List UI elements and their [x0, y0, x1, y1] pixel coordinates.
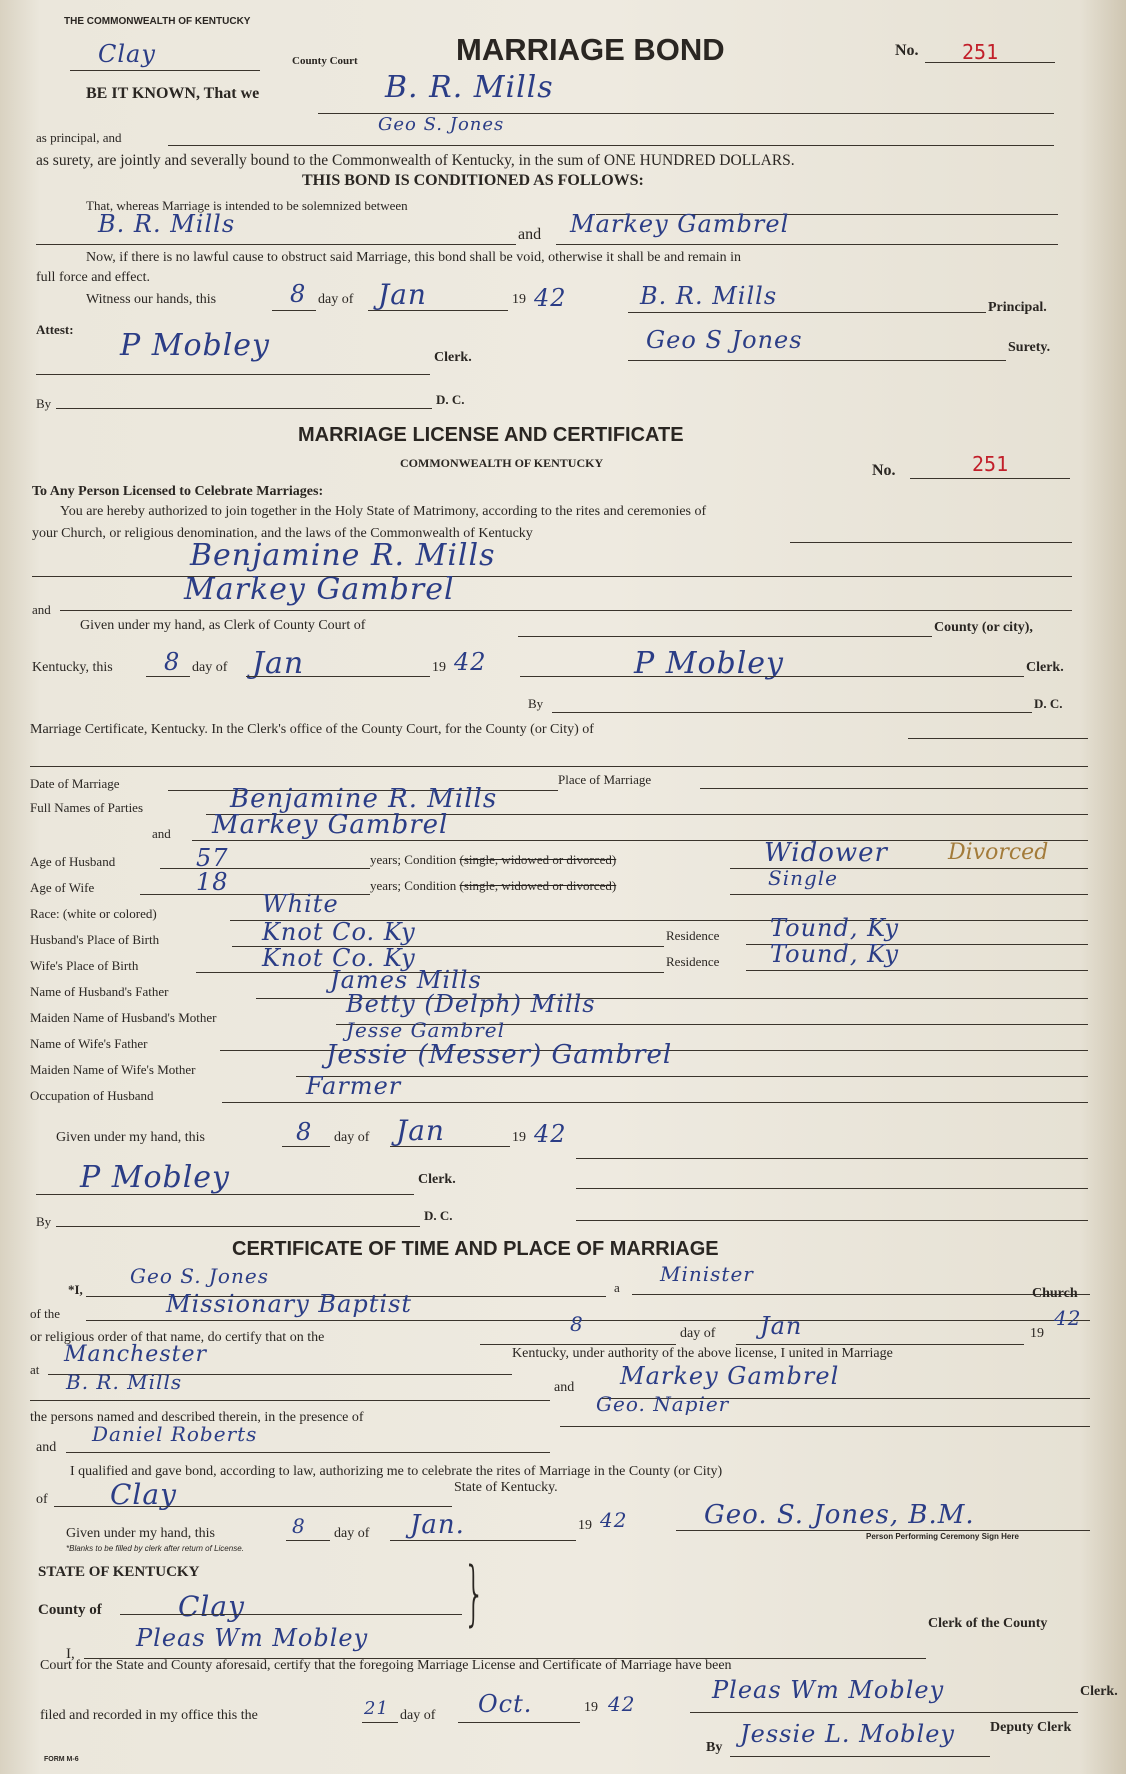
- time-place-state-label: State of Kentucky.: [454, 1480, 558, 1495]
- license-day-of: day of: [192, 660, 228, 675]
- wife-mother-label: Maiden Name of Wife's Mother: [30, 1062, 196, 1077]
- blanks-note: *Blanks to be filled by clerk after return of License.: [66, 1544, 244, 1553]
- time-place-given-day: 8: [292, 1514, 306, 1538]
- principal-name: B. R. Mills: [385, 70, 554, 105]
- certificate-month: Jan: [396, 1114, 445, 1147]
- surety-label: Surety.: [1008, 340, 1051, 355]
- recording-day: 21: [364, 1698, 389, 1719]
- time-place-year-prefix: 19: [1030, 1326, 1044, 1341]
- wife-birth-label: Wife's Place of Birth: [30, 958, 139, 973]
- license-bride: Markey Gambrel: [184, 572, 455, 607]
- race: White: [262, 890, 339, 918]
- husband-years-condition-label: years; Condition: [370, 852, 457, 867]
- to-any-person: To Any Person Licensed to Celebrate Marriages:: [32, 484, 324, 499]
- as-principal: as principal, and: [36, 130, 122, 145]
- license-clerk-signature: P Mobley: [634, 646, 785, 681]
- bond-groom: B. R. Mills: [98, 210, 236, 238]
- witness-2: Daniel Roberts: [92, 1422, 258, 1446]
- bond-bride: Markey Gambrel: [570, 210, 790, 238]
- certificate-intro: Marriage Certificate, Kentucky. In the Clerk's office of the County Court, for the County (or City) of: [30, 722, 594, 737]
- recording-month: Oct.: [478, 1690, 533, 1718]
- bond-month: Jan: [378, 278, 427, 311]
- wife-father-label: Name of Wife's Father: [30, 1036, 148, 1051]
- officiant-caption: Person Performing Ceremony Sign Here: [866, 1532, 1019, 1541]
- license-day: 8: [164, 648, 181, 676]
- husband-birth: Knot Co. Ky: [262, 918, 416, 946]
- license-groom: Benjamine R. Mills: [190, 538, 496, 573]
- recording-by-label: By: [706, 1740, 723, 1755]
- husband-mother: Betty (Delph) Mills: [346, 990, 596, 1018]
- time-place-i-label: *I,: [68, 1282, 83, 1297]
- certificate-by-label: By: [36, 1214, 52, 1229]
- license-year-prefix: 19: [432, 660, 446, 675]
- time-place-given-day-of: day of: [334, 1526, 370, 1541]
- recording-clerk-label: Clerk.: [1080, 1684, 1118, 1699]
- bond-day: 8: [290, 280, 307, 308]
- authorized-text-1: You are hereby authorized to join together in the Holy State of Matrimony, according to the rites and ceremonies of: [60, 504, 707, 519]
- time-place-given-label: Given under my hand, this: [66, 1526, 215, 1541]
- bond-county: Clay: [98, 40, 156, 68]
- husband-birth-label: Husband's Place of Birth: [30, 932, 160, 947]
- minister-name: Geo S. Jones: [130, 1264, 269, 1288]
- certificate-clerk-signature: P Mobley: [80, 1160, 231, 1195]
- marriage-place: Manchester: [64, 1342, 207, 1367]
- party-2: Markey Gambrel: [212, 810, 449, 840]
- age-husband-label: Age of Husband: [30, 854, 116, 869]
- certificate-dc-label: D. C.: [424, 1208, 453, 1223]
- attest-label: Attest:: [36, 322, 74, 337]
- recording-day-of: day of: [400, 1708, 436, 1723]
- bond-by-label: By: [36, 396, 52, 411]
- county-court-label: County Court: [292, 55, 358, 67]
- county-city-label: County (or city),: [934, 620, 1033, 635]
- bond-no-label: No.: [895, 42, 919, 59]
- date-of-marriage-label: Date of Marriage: [30, 776, 120, 791]
- time-place-given-month: Jan.: [410, 1510, 465, 1540]
- bond-clerk-label: Clerk.: [434, 350, 472, 365]
- husband-condition: Widower: [764, 838, 888, 868]
- husband-father-label: Name of Husband's Father: [30, 984, 169, 999]
- church-label: Church: [1032, 1286, 1078, 1301]
- kentucky-authority-text: Kentucky, under authority of the above license, I united in Marriage: [512, 1346, 893, 1361]
- full-names-label: Full Names of Parties: [30, 800, 144, 815]
- license-title: MARRIAGE LICENSE AND CERTIFICATE: [298, 424, 684, 446]
- license-and-label: and: [32, 602, 51, 617]
- witness-label: Witness our hands, this: [86, 292, 217, 307]
- recording-state-label: STATE OF KENTUCKY: [38, 1564, 200, 1580]
- age-husband: 57: [196, 844, 229, 872]
- husband-condition-extra: Divorced: [948, 840, 1049, 865]
- time-place-groom: B. R. Mills: [66, 1370, 183, 1394]
- clerk-of-county: Clerk of the County: [928, 1616, 1048, 1631]
- husband-father: James Mills: [330, 966, 482, 994]
- certificate-clerk-label: Clerk.: [418, 1172, 456, 1187]
- time-place-and-label: and: [554, 1380, 575, 1395]
- occupation: Farmer: [306, 1072, 402, 1100]
- recording-county: Clay: [178, 1590, 245, 1623]
- minister-title: Minister: [660, 1262, 754, 1286]
- time-place-year: 42: [1054, 1306, 1082, 1330]
- recording-year: 42: [608, 1692, 636, 1716]
- at-label: at: [30, 1362, 40, 1377]
- principal-label: Principal.: [988, 300, 1047, 315]
- bond-year-prefix: 19: [512, 292, 526, 307]
- time-place-and-label-2: and: [36, 1440, 57, 1455]
- authorized-text-2: your Church, or religious denomination, and the laws of the Commonwealth of Kentucky: [32, 526, 533, 541]
- party-1: Benjamine R. Mills: [230, 784, 498, 814]
- time-place-given-year-prefix: 19: [578, 1518, 592, 1533]
- wife-mother: Jessie (Messer) Gambrel: [326, 1040, 673, 1070]
- persons-text: the persons named and described therein, in the presence of: [30, 1410, 364, 1425]
- license-clerk-label: Clerk.: [1026, 660, 1064, 675]
- surety-name: Geo S. Jones: [378, 114, 505, 135]
- now-if-text-1: Now, if there is no lawful cause to obstruct said Marriage, this bond shall be void, otherwise it shall be and remain in: [86, 250, 741, 265]
- certificate-year: 42: [534, 1120, 567, 1148]
- surety-signature: Geo S Jones: [646, 326, 803, 354]
- certificate-day: 8: [296, 1118, 313, 1146]
- recording-county-of-label: County of: [38, 1602, 102, 1618]
- husband-residence-label: Residence: [666, 928, 720, 943]
- certificate-and-label: and: [152, 826, 171, 841]
- bond-number: 251: [962, 40, 999, 64]
- license-subtitle: COMMONWEALTH OF KENTUCKY: [400, 456, 604, 470]
- wife-years-condition: [370, 878, 616, 894]
- now-if-text-2: full force and effect.: [36, 270, 151, 285]
- license-dc-label: D. C.: [1034, 696, 1063, 711]
- recording-year-prefix: 19: [584, 1700, 598, 1715]
- license-month: Jan: [252, 646, 305, 681]
- license-no-label: No.: [872, 462, 896, 479]
- kentucky-this: Kentucky, this: [32, 660, 113, 675]
- time-place-month: Jan: [760, 1312, 803, 1340]
- filed-recorded-text: filed and recorded in my office this the: [40, 1708, 258, 1723]
- recording-brace: }: [463, 1552, 486, 1634]
- license-given-label: Given under my hand, as Clerk of County Court of: [80, 618, 366, 633]
- time-place-day: 8: [570, 1312, 584, 1336]
- certificate-given-label: Given under my hand, this: [56, 1130, 205, 1145]
- bond-title: MARRIAGE BOND: [456, 32, 725, 67]
- bond-day-of: day of: [318, 292, 354, 307]
- qualified-text: I qualified and gave bond, according to law, authorizing me to celebrate the rites of Marriage in the County (or City): [70, 1464, 723, 1479]
- deputy-clerk-label: Deputy Clerk: [990, 1720, 1072, 1735]
- certificate-day-of: day of: [334, 1130, 370, 1145]
- time-place-county: Clay: [110, 1478, 177, 1511]
- recording-clerk-name: Pleas Wm Mobley: [136, 1624, 369, 1652]
- license-year: 42: [454, 648, 487, 676]
- order-text: or religious order of that name, do certify that on the: [30, 1330, 325, 1345]
- race-label: Race: (white or colored): [30, 906, 157, 921]
- license-number: 251: [972, 452, 1009, 476]
- husband-residence: Tound, Ky: [770, 914, 900, 942]
- husband-condition-options: (single, widowed or divorced): [459, 852, 617, 867]
- recording-clerk-signature: Pleas Wm Mobley: [712, 1676, 945, 1704]
- wife-father: Jesse Gambrel: [346, 1018, 506, 1042]
- of-the-label: of the: [30, 1306, 60, 1321]
- certificate-year-prefix: 19: [512, 1130, 526, 1145]
- principal-signature: B. R. Mills: [640, 282, 778, 310]
- as-surety-text: as surety, are jointly and severally bound to the Commonwealth of Kentucky, in the sum of ONE HUNDRED DOLLARS.: [36, 152, 795, 169]
- wife-condition: Single: [768, 866, 839, 890]
- wife-residence-label: Residence: [666, 954, 720, 969]
- bond-dc-label: D. C.: [436, 392, 465, 407]
- time-place-given-year: 42: [600, 1508, 628, 1532]
- witness-1: Geo. Napier: [596, 1392, 730, 1416]
- wife-condition-options: (single, widowed or divorced): [459, 878, 617, 893]
- court-certify-text: Court for the State and County aforesaid, certify that the foregoing Marriage License and Certificate of Marriage have been: [40, 1658, 732, 1673]
- time-place-bride: Markey Gambrel: [620, 1362, 840, 1390]
- deputy-signature: Jessie L. Mobley: [740, 1720, 955, 1748]
- wife-residence: Tound, Ky: [770, 940, 900, 968]
- time-place-of-label: of: [36, 1492, 48, 1507]
- age-wife: 18: [196, 868, 229, 896]
- license-by-label: By: [528, 696, 544, 711]
- officiant-signature: Geo. S. Jones, B.M.: [704, 1500, 975, 1530]
- bond-and-label: and: [518, 226, 542, 243]
- form-number: FORM M-6: [44, 1756, 79, 1763]
- time-place-title: CERTIFICATE OF TIME AND PLACE OF MARRIAGE: [232, 1238, 719, 1260]
- bond-conditioned: THIS BOND IS CONDITIONED AS FOLLOWS:: [302, 172, 644, 189]
- be-it-known: BE IT KNOWN, That we: [86, 85, 260, 102]
- bond-clerk-signature: P Mobley: [120, 328, 271, 363]
- occupation-label: Occupation of Husband: [30, 1088, 154, 1103]
- minister-a-label: a: [614, 1280, 620, 1295]
- bond-year: 42: [534, 284, 567, 312]
- church-name: Missionary Baptist: [166, 1290, 413, 1318]
- time-place-day-of: day of: [680, 1326, 716, 1341]
- age-wife-label: Age of Wife: [30, 880, 95, 895]
- recording-i-label: I,: [66, 1646, 75, 1662]
- wife-birth: Knot Co. Ky: [262, 944, 416, 972]
- husband-mother-label: Maiden Name of Husband's Mother: [30, 1010, 217, 1025]
- husband-years-condition: [370, 852, 616, 868]
- wife-years-condition-label: years; Condition: [370, 878, 457, 893]
- commonwealth-header: THE COMMONWEALTH OF KENTUCKY: [64, 16, 251, 27]
- whereas-text: That, whereas Marriage is intended to be solemnized between: [86, 198, 408, 213]
- place-of-marriage-label: Place of Marriage: [558, 772, 652, 787]
